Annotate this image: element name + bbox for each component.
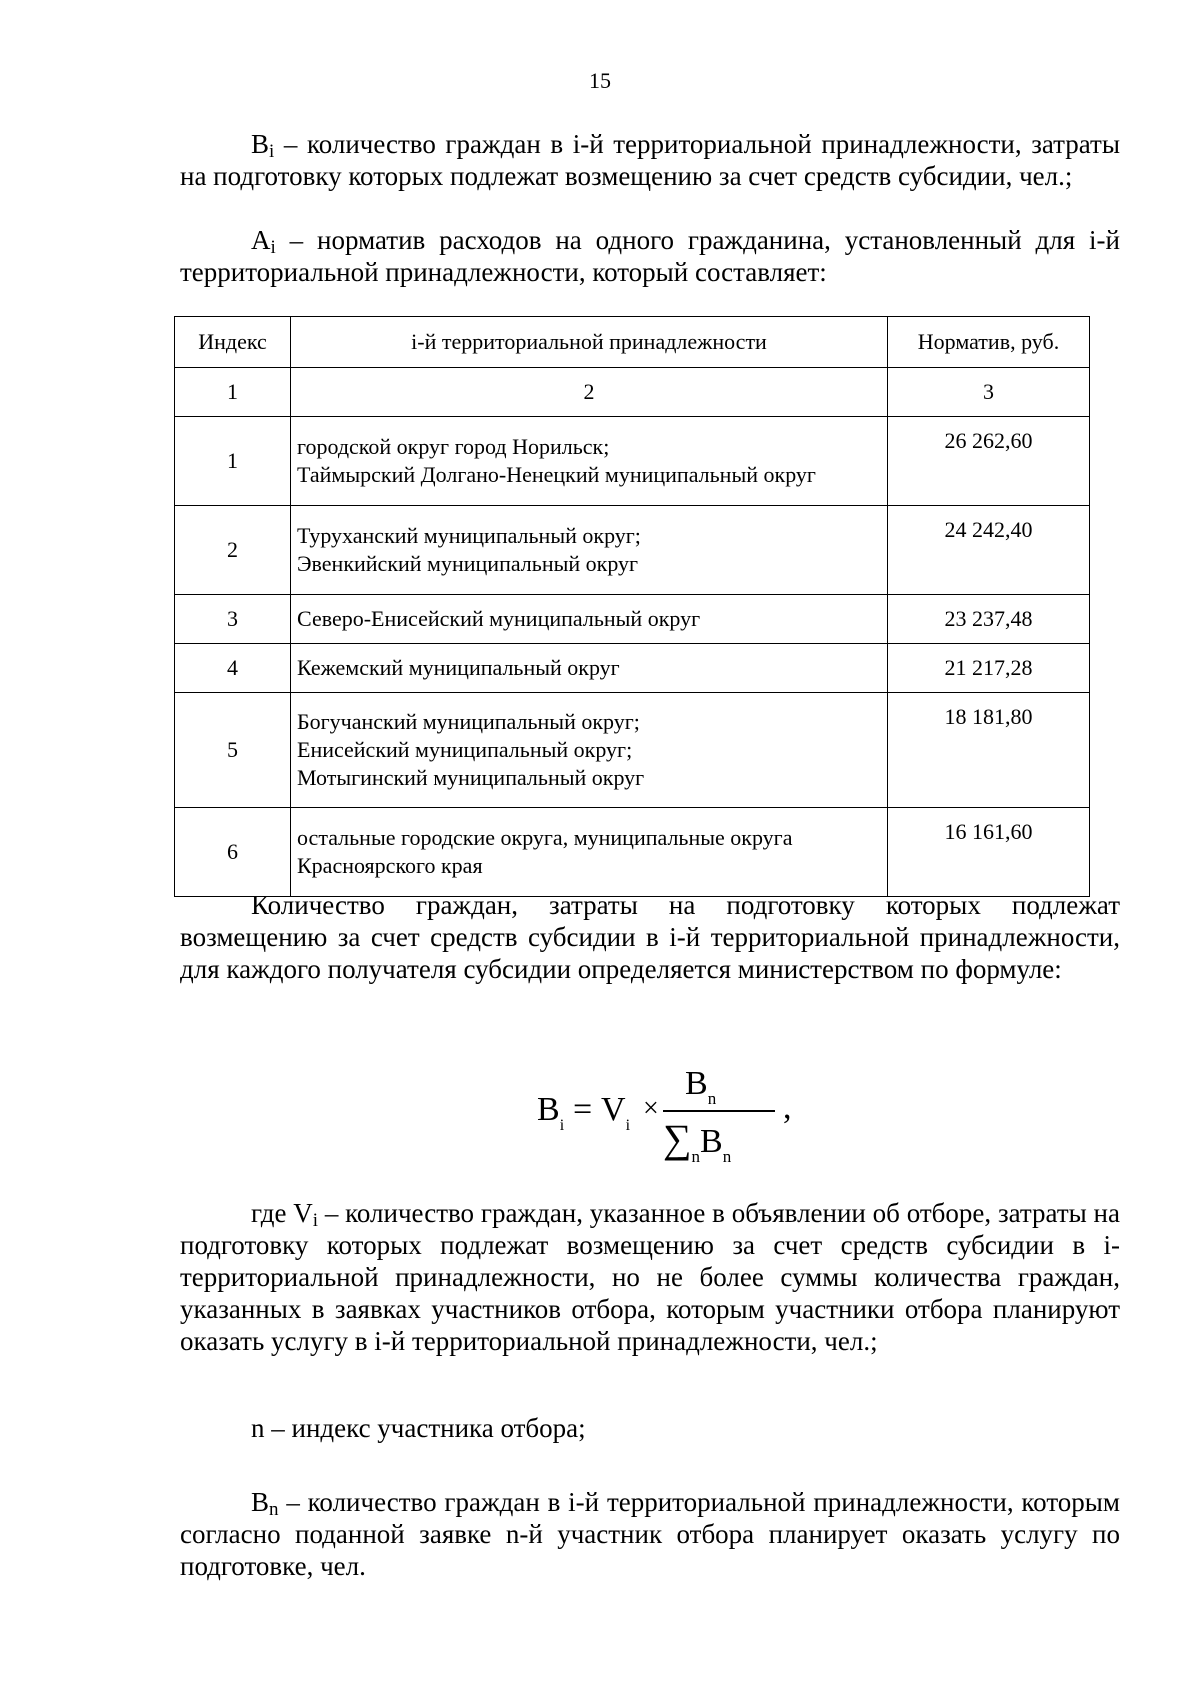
table-header-row <box>175 317 1090 368</box>
paragraph-a-i-text: – норматив расходов на одного гражданина, установленный для i-й территориальной принадлежности, который составляет: <box>180 225 1120 287</box>
territory-line: Таймырский Долгано-Ненецкий муниципальный округ <box>297 462 816 487</box>
v-i-lead: где V <box>251 1198 313 1228</box>
row-territory <box>291 693 888 808</box>
column-number: 2 <box>291 368 888 417</box>
b-n-text: – количество граждан в i-й территориальной принадлежности, которым согласно поданной заявке n-й участник отбора планирует оказать услугу по подготовке, чел. <box>180 1487 1120 1581</box>
row-norm: 21 217,28 <box>888 644 1090 693</box>
row-norm: 26 262,60 <box>888 417 1090 506</box>
column-number: 1 <box>175 368 291 417</box>
row-index: 5 <box>175 693 291 808</box>
territory-line: Мотыгинский муниципальный округ <box>297 765 645 790</box>
paragraph-v-i-definition <box>180 1197 1120 1357</box>
row-index: 3 <box>175 595 291 644</box>
territory-line: Кежемский муниципальный округ <box>297 655 620 680</box>
row-index: 6 <box>175 808 291 897</box>
formula-sigma: ∑ <box>663 1116 692 1161</box>
paragraph-b-n-definition <box>180 1486 1120 1582</box>
row-index: 2 <box>175 506 291 595</box>
formula-sigma-subscript: n <box>691 1147 701 1166</box>
row-territory <box>291 506 888 595</box>
row-norm: 24 242,40 <box>888 506 1090 595</box>
table-column-numbers-row <box>175 368 1090 417</box>
territory-line: остальные городские округа, муниципальные округа <box>297 825 793 850</box>
header-territory: i-й территориальной принадлежности <box>291 317 888 368</box>
formula-lhs <box>537 1091 565 1134</box>
page-number: 15 <box>589 68 611 93</box>
header-norm: Норматив, руб. <box>888 317 1090 368</box>
formula-v-subscript: i <box>625 1117 631 1134</box>
paragraph-n-definition: n – индекс участника отбора; <box>251 1413 586 1443</box>
table-row <box>175 808 1090 897</box>
formula-numerator <box>685 1065 717 1108</box>
territory-line: Енисейский муниципальный округ; <box>297 737 633 762</box>
formula-v-symbol: V <box>601 1091 626 1128</box>
paragraph-b-i-text: – количество граждан в i-й территориальной принадлежности, затраты на подготовку которых подлежат возмещению за счет средств субсидии, чел.; <box>180 129 1120 191</box>
v-i-subscript: i <box>312 1210 319 1231</box>
paragraph-quantity-formula-intro: Количество граждан, затраты на подготовку которых подлежат возмещению за счет средств субсидии в i-й территориальной принадлежности, для каждого получателя субсидии определяется министерством по формуле: <box>180 890 1120 984</box>
formula-numerator-subscript: n <box>707 1089 717 1108</box>
territory-line: Эвенкийский муниципальный округ <box>297 551 639 576</box>
formula-numerator-symbol: B <box>685 1065 708 1102</box>
formula-lhs-subscript: i <box>559 1117 565 1134</box>
paragraph-b-i-definition <box>180 128 1120 192</box>
formula-times: × <box>643 1093 659 1124</box>
row-territory <box>291 644 888 693</box>
paragraph-a-i-definition <box>180 224 1120 288</box>
header-index: Индекс <box>175 317 291 368</box>
table-row <box>175 417 1090 506</box>
table-row <box>175 693 1090 808</box>
formula-v <box>601 1091 631 1134</box>
territory-line: Богучанский муниципальный округ; <box>297 709 640 734</box>
formula-denominator-subscript: n <box>722 1147 732 1166</box>
territory-line: Красноярского края <box>297 853 483 878</box>
table-row <box>175 506 1090 595</box>
formula-lhs-symbol: B <box>537 1091 560 1128</box>
symbol-b-subscript: i <box>269 141 275 162</box>
symbol-b: B <box>251 129 270 159</box>
symbol-b-n: B <box>251 1487 270 1517</box>
row-territory <box>291 417 888 506</box>
formula-comma: , <box>783 1089 792 1126</box>
row-norm: 16 161,60 <box>888 808 1090 897</box>
table-row <box>175 644 1090 693</box>
normative-table <box>174 316 1090 897</box>
territory-line: городской округ город Норильск; <box>297 434 610 459</box>
row-index: 4 <box>175 644 291 693</box>
table-row <box>175 595 1090 644</box>
symbol-b-n-subscript: n <box>269 1499 279 1520</box>
territory-line: Туруханский муниципальный округ; <box>297 523 641 548</box>
column-number: 3 <box>888 368 1090 417</box>
row-territory <box>291 595 888 644</box>
symbol-a: A <box>251 225 271 255</box>
row-norm: 18 181,80 <box>888 693 1090 808</box>
formula-denominator <box>663 1115 732 1166</box>
row-norm: 23 237,48 <box>888 595 1090 644</box>
formula <box>537 1065 797 1166</box>
territory-line: Северо-Енисейский муниципальный округ <box>297 606 701 631</box>
v-i-text: – количество граждан, указанное в объявлении об отборе, затраты на подготовку которых подлежат возмещению за счет средств субсидии в i-территориальной принадлежности, но не более суммы количества граждан, указанных в заявках участников отбора, которым участники отбора планируют оказать услугу в i-й территориальной принадлежности, чел.; <box>180 1198 1120 1356</box>
formula-denominator-symbol: B <box>700 1123 723 1160</box>
formula-equals: = <box>573 1091 593 1128</box>
row-index: 1 <box>175 417 291 506</box>
row-territory <box>291 808 888 897</box>
formula-fraction-bar <box>663 1110 775 1112</box>
symbol-a-subscript: i <box>270 237 276 258</box>
